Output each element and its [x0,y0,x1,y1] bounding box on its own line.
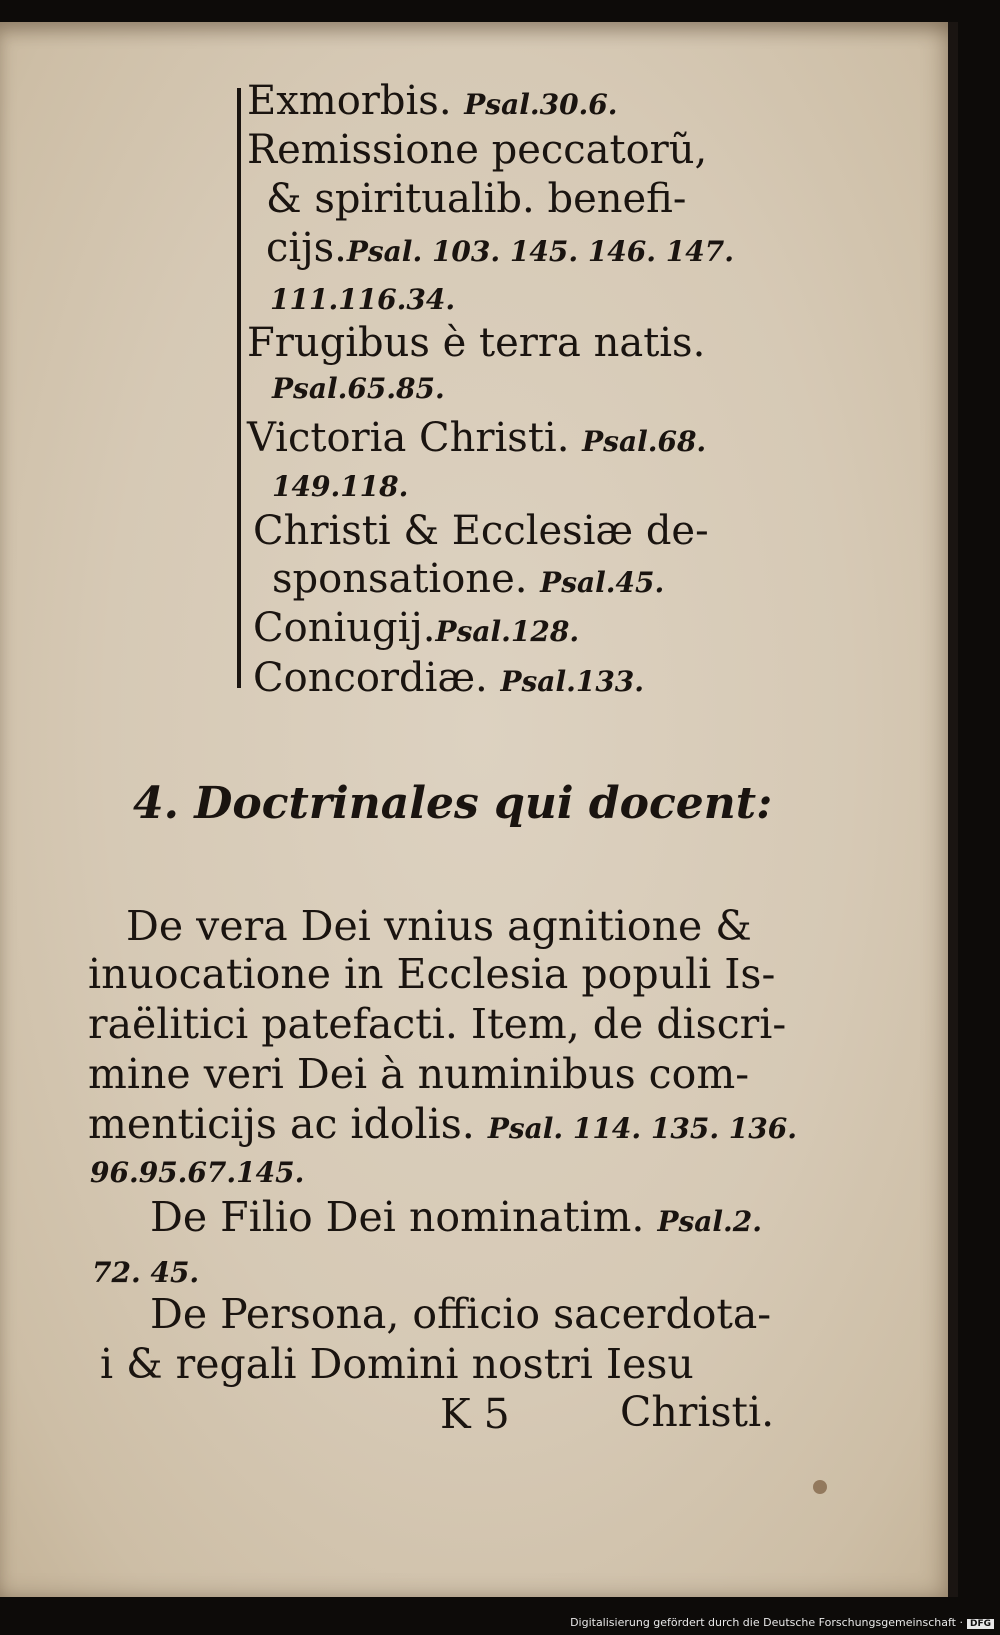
page-edge [948,22,958,1597]
entry-line: Christi & Ecclesiæ de- [253,508,709,554]
digitization-footer: Digitalisierung gefördert durch die Deutsche Forschungsgemeinschaft · DFG [570,1616,994,1629]
psalm-ref: Psal.65.85. [272,372,445,405]
psalm-ref: Psal. 114. 135. 136. [487,1112,798,1145]
body-line: i & regali Domini nostri Iesu [100,1340,694,1388]
body-line: De Persona, officio sacerdota- [150,1290,772,1338]
entry-line: sponsatione. Psal.45. [272,556,665,602]
entry-line: Concordiæ. Psal.133. [253,655,645,701]
psalm-ref: Psal.128. [435,615,580,648]
body-line: De Filio Dei nominatim. Psal.2. [150,1193,763,1241]
bracket-line [237,88,241,688]
entry-line: Frugibus è terra natis. [247,320,706,366]
body-line: menticijs ac idolis. Psal. 114. 135. 136. [88,1100,798,1148]
entry-line: Coniugij.Psal.128. [253,605,580,651]
psalm-ref: Psal.133. [500,665,645,698]
psalm-ref: Psal.2. [657,1205,763,1238]
body-line: De vera Dei vnius agnitione & [126,902,752,950]
psalm-ref: Psal.68. [582,425,707,458]
body-line: mine veri Dei à numinibus com- [88,1050,750,1098]
catchword: Christi. [620,1388,775,1436]
entry-line: Victoria Christi. Psal.68. [247,415,707,461]
psalm-ref: Psal. 103. 145. 146. 147. [346,235,734,268]
body-line: raëlitici patefacti. Item, de discri- [88,1000,787,1048]
psalm-ref: 149.118. [272,470,409,503]
entry-line: & spiritualib. benefi- [266,176,687,222]
section-heading: 4. Doctrinales qui docent: [133,778,773,829]
psalm-ref: Psal.45. [540,566,665,599]
psalm-ref: 96.95.67.145. [90,1156,305,1189]
psalm-ref: 72. 45. [92,1256,200,1289]
entry-line: Remissione peccatorũ, [247,127,708,173]
entry-line: cijs.Psal. 103. 145. 146. 147. [266,225,734,271]
psalm-ref: Psal.30.6. [464,88,618,121]
dfg-logo: DFG [967,1619,994,1629]
ink-stain [813,1480,827,1494]
entry-line: Exmorbis. Psal.30.6. [247,78,618,124]
psalm-ref: 111.116.34. [270,283,456,316]
signature-mark: K 5 [440,1390,510,1438]
body-line: inuocatione in Ecclesia populi Is- [88,950,776,998]
